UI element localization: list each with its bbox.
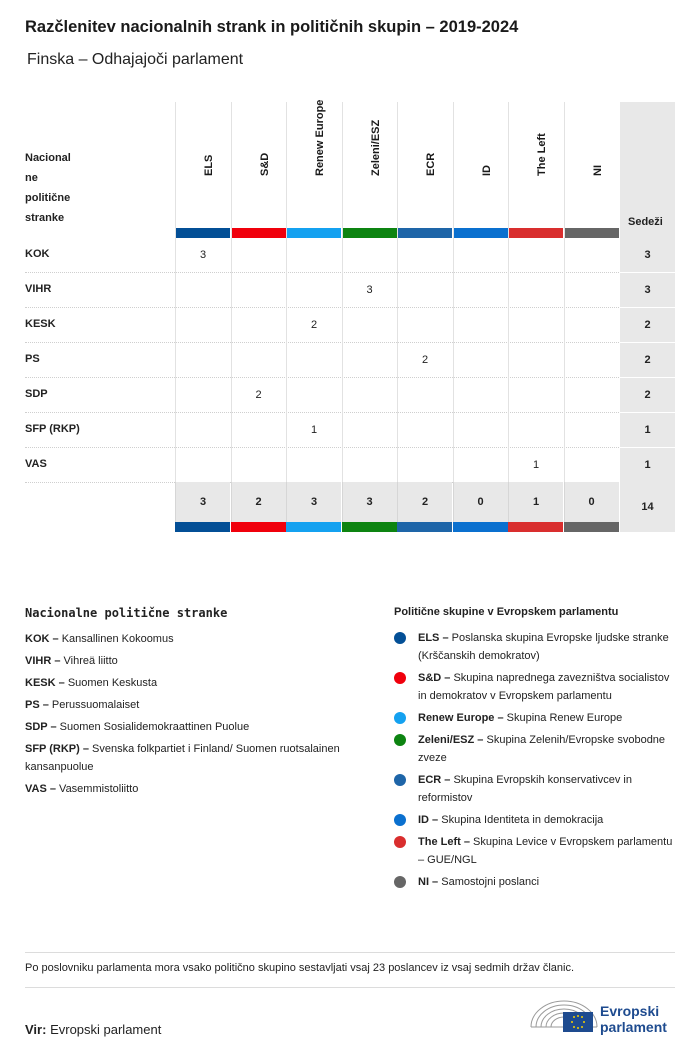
legend-dot-icon xyxy=(394,672,406,684)
group-total: 3 xyxy=(286,482,341,522)
group-total: 2 xyxy=(231,482,286,522)
table-cell: 2 xyxy=(231,378,286,413)
legend-abbr: ID – xyxy=(418,814,439,826)
group-header-label: The Left xyxy=(536,133,548,176)
table-cell: 2 xyxy=(397,343,452,378)
table-cell xyxy=(508,343,563,378)
table-cell xyxy=(175,448,230,483)
source-label: Vir: xyxy=(25,1022,47,1037)
group-header-3 xyxy=(342,102,397,238)
table-cell xyxy=(175,273,230,308)
table-cell xyxy=(286,273,341,308)
row-seats: 2 xyxy=(620,378,675,413)
legend-party-item xyxy=(25,674,355,692)
party-name: PS xyxy=(25,353,40,365)
divider xyxy=(25,987,675,988)
legend-party-item xyxy=(25,696,355,714)
party-name: VAS xyxy=(25,458,47,470)
legend-group-item xyxy=(394,669,674,705)
group-color-bar xyxy=(453,522,508,532)
table-cell xyxy=(175,308,230,343)
group-total: 0 xyxy=(453,482,508,522)
table-row xyxy=(25,448,675,483)
group-total: 3 xyxy=(342,482,397,522)
table-cell xyxy=(453,343,508,378)
group-total: 0 xyxy=(564,482,619,522)
group-header-1 xyxy=(231,102,286,238)
political-groups-legend xyxy=(394,606,674,895)
legend-abbr: SFP (RKP) – xyxy=(25,743,89,755)
page-title: Razčlenitev nacionalnih strank in političnih skupin – 2019-2024 xyxy=(25,18,519,36)
group-color-bar xyxy=(176,228,230,238)
legend-dot-icon xyxy=(394,774,406,786)
legend-abbr: VAS – xyxy=(25,783,56,795)
group-color-bar xyxy=(286,522,341,532)
table-cell xyxy=(231,343,286,378)
table-cell xyxy=(175,413,230,448)
national-parties-legend xyxy=(25,606,355,802)
party-column-header: Nacional ne politične stranke xyxy=(25,152,71,224)
legend-name: Skupina Identiteta in demokracija xyxy=(441,814,604,826)
table-cell xyxy=(508,308,563,343)
legend-name: Vasemmistoliitto xyxy=(59,783,139,795)
group-header-label: S&D xyxy=(258,152,271,176)
legend-abbr: NI – xyxy=(418,876,439,888)
table-cell xyxy=(564,273,619,308)
table-cell xyxy=(564,378,619,413)
table-cell xyxy=(342,308,397,343)
table-row xyxy=(25,308,675,343)
group-header-6 xyxy=(508,102,563,238)
table-cell xyxy=(231,238,286,273)
group-total: 2 xyxy=(397,482,452,522)
seats-column-header: Sedeži xyxy=(620,102,675,238)
group-color-bar xyxy=(509,228,563,238)
legend-abbr: PS – xyxy=(25,699,49,711)
table-cell xyxy=(564,413,619,448)
table-cell xyxy=(231,413,286,448)
row-seats: 2 xyxy=(620,343,675,378)
group-header-label: ID xyxy=(480,165,493,176)
table-cell xyxy=(564,448,619,483)
divider xyxy=(25,952,675,953)
page-subtitle: Finska – Odhajajoči parlament xyxy=(27,51,244,68)
legend-group-item xyxy=(394,731,674,767)
legend-dot-icon xyxy=(394,632,406,644)
group-header-4 xyxy=(397,102,452,238)
table-cell xyxy=(453,273,508,308)
row-seats: 1 xyxy=(620,413,675,448)
table-cell xyxy=(231,308,286,343)
legend-group-item xyxy=(394,833,674,869)
legend-abbr: VIHR – xyxy=(25,655,61,667)
table-row xyxy=(25,413,675,448)
table-cell xyxy=(286,238,341,273)
source-value: Evropski parlament xyxy=(50,1022,162,1037)
group-header-5 xyxy=(453,102,508,238)
table-cell xyxy=(397,238,452,273)
group-color-bar xyxy=(343,228,397,238)
legend-name: Perussuomalaiset xyxy=(51,699,140,711)
legend-dot-icon xyxy=(394,712,406,724)
group-color-bar xyxy=(454,228,508,238)
table-row xyxy=(25,343,675,378)
table-cell xyxy=(342,413,397,448)
table-cell xyxy=(508,273,563,308)
legend-group-item xyxy=(394,811,674,829)
table-cell xyxy=(342,378,397,413)
group-color-bar xyxy=(397,522,452,532)
table-cell xyxy=(564,343,619,378)
group-header-2 xyxy=(286,99,341,238)
legend-party-item xyxy=(25,718,355,736)
legend-abbr: KESK – xyxy=(25,677,65,689)
table-row xyxy=(25,238,675,273)
table-row xyxy=(25,378,675,413)
group-color-bar xyxy=(508,522,563,532)
legend-name: Samostojni poslanci xyxy=(441,876,540,888)
row-seats: 3 xyxy=(620,273,675,308)
legend-name: Poslanska skupina Evropske ljudske stranke (Krščanskih demokratov) xyxy=(418,632,669,662)
group-total: 1 xyxy=(508,482,563,522)
group-color-bar xyxy=(287,228,341,238)
legend-name: Skupina Zelenih/Evropske svobodne zveze xyxy=(418,734,666,764)
table-cell xyxy=(286,343,341,378)
party-name: SDP xyxy=(25,388,48,400)
legend-group-item xyxy=(394,709,674,727)
group-header-7 xyxy=(564,102,619,238)
group-header-label: Renew Europe xyxy=(314,99,326,176)
table-cell xyxy=(175,343,230,378)
totals-row xyxy=(175,482,675,532)
legend-name: Kansallinen Kokoomus xyxy=(61,633,174,645)
table-cell xyxy=(508,378,563,413)
legend-abbr: Renew Europe – xyxy=(418,712,504,724)
legend-name: Skupina Renew Europe xyxy=(506,712,623,724)
national-parties-legend-title: Nacionalne politične stranke xyxy=(25,606,228,620)
table-cell xyxy=(397,273,452,308)
table-cell xyxy=(453,413,508,448)
legend-party-item xyxy=(25,652,355,670)
group-total: 3 xyxy=(175,482,230,522)
group-color-bar xyxy=(565,228,619,238)
table-cell xyxy=(453,378,508,413)
legend-name: Svenska folkpartiet i Finland/ Suomen ruotsalainen kansanpuolue xyxy=(25,743,340,773)
group-color-bar xyxy=(564,522,619,532)
legend-abbr: KOK – xyxy=(25,633,59,645)
table-cell xyxy=(508,413,563,448)
table-cell xyxy=(342,238,397,273)
group-header-label: ECR xyxy=(425,152,437,176)
table-cell: 2 xyxy=(286,308,341,343)
table-cell: 3 xyxy=(342,273,397,308)
table-cell xyxy=(286,378,341,413)
legend-name: Skupina Levice v Evropskem parlamentu – GUE/NGL xyxy=(418,836,673,866)
logo-wordmark: Evropski parlament xyxy=(600,1003,667,1035)
party-name: KOK xyxy=(25,248,50,260)
legend-name: Skupina naprednega zavezništva socialistov in demokratov v Evropskem parlamentu xyxy=(418,672,670,702)
legend-group-item xyxy=(394,771,674,807)
group-color-bar xyxy=(342,522,397,532)
legend-abbr: Zeleni/ESZ – xyxy=(418,734,484,746)
political-groups-legend-title: Politične skupine v Evropskem parlamentu xyxy=(394,606,619,618)
table-cell xyxy=(564,308,619,343)
table-cell xyxy=(397,308,452,343)
table-cell xyxy=(508,238,563,273)
table-cell xyxy=(231,273,286,308)
legend-name: Suomen Keskusta xyxy=(67,677,158,689)
row-seats: 3 xyxy=(620,238,675,273)
legend-group-item xyxy=(394,629,674,665)
table-cell xyxy=(564,238,619,273)
legend-abbr: The Left – xyxy=(418,836,470,848)
table-cell xyxy=(342,343,397,378)
group-header-label: NI xyxy=(591,165,604,176)
legend-name: Skupina Evropskih konservativcev in reformistov xyxy=(418,774,632,804)
table-cell: 1 xyxy=(508,448,563,483)
table-row xyxy=(25,273,675,308)
source-line xyxy=(25,1022,161,1037)
party-name: KESK xyxy=(25,318,56,330)
group-color-bar xyxy=(232,228,286,238)
legend-group-item xyxy=(394,873,674,891)
table-cell xyxy=(342,448,397,483)
party-name: SFP (RKP) xyxy=(25,423,80,435)
table-cell xyxy=(397,448,452,483)
table-cell xyxy=(231,448,286,483)
legend-party-item xyxy=(25,740,355,776)
legend-dot-icon xyxy=(394,814,406,826)
legend-dot-icon xyxy=(394,836,406,848)
table-cell: 3 xyxy=(175,238,230,273)
table-cell xyxy=(453,238,508,273)
legend-abbr: S&D – xyxy=(418,672,451,684)
legend-party-item xyxy=(25,780,355,798)
table-cell xyxy=(453,448,508,483)
legend-party-item xyxy=(25,630,355,648)
legend-name: Suomen Sosialidemokraattinen Puolue xyxy=(59,721,250,733)
row-seats: 1 xyxy=(620,448,675,483)
group-color-bar xyxy=(175,522,230,532)
table-cell xyxy=(175,378,230,413)
table-cell: 1 xyxy=(286,413,341,448)
legend-abbr: ECR – xyxy=(418,774,451,786)
legend-name: Vihreä liitto xyxy=(63,655,118,667)
table-cell xyxy=(453,308,508,343)
legend-dot-icon xyxy=(394,876,406,888)
group-header-label: ELS xyxy=(203,154,215,176)
group-header-label: Zeleni/ESZ xyxy=(369,119,382,176)
group-color-bar xyxy=(231,522,286,532)
table-cell xyxy=(286,448,341,483)
group-color-bar xyxy=(398,228,452,238)
legend-abbr: SDP – xyxy=(25,721,57,733)
group-header-0 xyxy=(175,102,230,238)
legend-abbr: ELS – xyxy=(418,632,449,644)
row-seats: 2 xyxy=(620,308,675,343)
legend-dot-icon xyxy=(394,734,406,746)
party-name: VIHR xyxy=(25,283,52,295)
total-seats: 14 xyxy=(620,482,675,532)
table-cell xyxy=(397,413,452,448)
table-cell xyxy=(397,378,452,413)
footnote: Po poslovniku parlamenta mora vsako politično skupino sestavljati vsaj 23 poslancev iz vsaj sedmih držav članic. xyxy=(25,962,575,974)
